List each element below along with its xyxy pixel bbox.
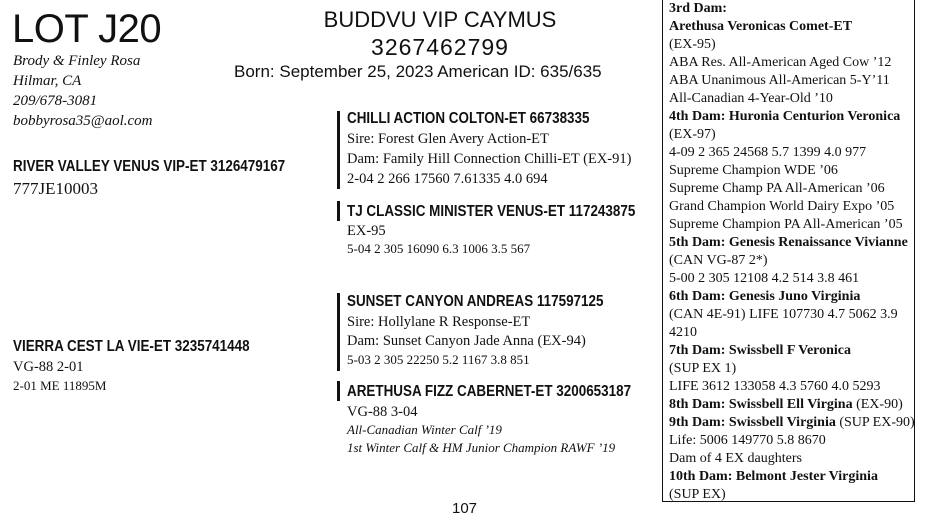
pedigree-bracket <box>337 293 340 371</box>
sire-dam-name: TJ CLASSIC MINISTER VENUS-ET 117243875 <box>347 203 636 220</box>
animal-name: BUDDVU VIP CAYMUS <box>323 7 557 32</box>
sire-sire-dam: Dam: Family Hill Connection Chilli-ET (EX-91) <box>347 151 632 167</box>
seventh-dam-record: LIFE 3612 133058 4.3 5760 4.0 5293 <box>669 379 881 394</box>
sire-sire-sire: Sire: Forest Glen Avery Action-ET <box>347 131 549 147</box>
ninth-dam-class: (SUP EX-90) <box>835 415 915 430</box>
seventh-dam-class: (SUP EX 1) <box>669 361 737 376</box>
eighth-dam-name: 8th Dam: Swissbell Ell Virgina <box>669 397 853 412</box>
dam-name: VIERRA CEST LA VIE-ET 3235741448 <box>13 338 250 355</box>
pedigree-bracket <box>337 381 340 401</box>
third-dam-name: Arethusa Veronicas Comet-ET <box>669 19 853 34</box>
dam-class: VG-88 2-01 <box>13 359 84 375</box>
breeder-city: Hilmar, CA <box>13 73 82 89</box>
page-number: 107 <box>452 500 478 517</box>
seventh-dam-name: 7th Dam: Swissbell F Veronica <box>669 343 852 358</box>
sire-name: RIVER VALLEY VENUS VIP-ET 3126479167 <box>13 158 286 175</box>
dam-record: 2-01 ME 11895M <box>13 378 107 393</box>
fourth-dam-name: 4th Dam: Huronia Centurion Veronica <box>669 109 901 124</box>
extended-dams-box <box>662 0 915 502</box>
sire-code: 777JE10003 <box>13 179 98 198</box>
third-dam-class: (EX-95) <box>669 37 716 52</box>
fifth-dam-class: (CAN VG-87 2*) <box>669 253 768 268</box>
fifth-dam-record: 5-00 2 305 12108 4.2 514 3.8 461 <box>669 271 860 286</box>
eighth-dam-class: (EX-90) <box>852 397 903 412</box>
sire-dam-record: 5-04 2 305 16090 6.3 1006 3.5 567 <box>347 241 531 256</box>
pedigree-bracket <box>337 111 340 189</box>
dam-sire-sire: Sire: Hollylane R Response-ET <box>347 314 531 330</box>
dam-dam-name: ARETHUSA FIZZ CABERNET-ET 3200653187 <box>347 383 632 400</box>
fourth-dam-honor: Supreme Champion PA All-American ’05 <box>669 217 903 232</box>
lot-number: LOT J20 <box>12 7 162 51</box>
fourth-dam-honor: Supreme Champ PA All-American ’06 <box>669 181 885 196</box>
tenth-dam-class: (SUP EX) <box>669 487 726 502</box>
sire-sire-record: 2-04 2 266 17560 7.61335 4.0 694 <box>347 171 548 187</box>
sire-sire-name: CHILLI ACTION COLTON-ET 66738335 <box>347 110 590 127</box>
ninth-dam-name: 9th Dam: Swissbell Virginia <box>669 415 836 430</box>
ninth-dam-line <box>669 414 914 432</box>
tenth-dam-name: 10th Dam: Belmont Jester Virginia <box>669 469 878 484</box>
born-line: Born: September 25, 2023 American ID: 635/635 <box>234 62 602 81</box>
third-dam-label: 3rd Dam: <box>669 1 727 16</box>
dam-sire-name: SUNSET CANYON ANDREAS 117597125 <box>347 293 604 310</box>
breeder-email: bobbyrosa35@aol.com <box>13 113 153 129</box>
fourth-dam-honor: Supreme Champion WDE ’06 <box>669 163 838 178</box>
pedigree-bracket <box>337 201 340 221</box>
breeder-phone: 209/678-3081 <box>13 93 98 109</box>
third-dam-honor: ABA Unanimous All-American 5-Y’11 <box>669 73 890 88</box>
dam-sire-record: 5-03 2 305 22250 5.2 1167 3.8 851 <box>347 352 530 367</box>
ninth-dam-life: Life: 5006 149770 5.8 8670 <box>669 433 826 448</box>
third-dam-honor: All-Canadian 4-Year-Old ’10 <box>669 91 833 106</box>
sixth-dam-name: 6th Dam: Genesis Juno Virginia <box>669 289 861 304</box>
dam-dam-honor: All-Canadian Winter Calf ’19 <box>347 422 502 437</box>
dam-dam-class: VG-88 3-04 <box>347 404 418 420</box>
fourth-dam-class: (EX-97) <box>669 127 716 142</box>
breeder-name: Brody & Finley Rosa <box>13 53 141 69</box>
fourth-dam-record: 4-09 2 365 24568 5.7 1399 4.0 977 <box>669 145 867 160</box>
fifth-dam-name: 5th Dam: Genesis Renaissance Vivianne <box>669 235 908 250</box>
fourth-dam-honor: Grand Champion World Dairy Expo ’05 <box>669 199 895 214</box>
ninth-dam-note: Dam of 4 EX daughters <box>669 451 802 466</box>
animal-registration: 3267462799 <box>371 34 509 60</box>
sixth-dam-record: 4210 <box>669 325 697 340</box>
sixth-dam-record: (CAN 4E-91) LIFE 107730 4.7 5062 3.9 <box>669 307 898 322</box>
third-dam-honor: ABA Res. All-American Aged Cow ’12 <box>669 55 892 70</box>
eighth-dam-line <box>669 396 914 414</box>
dam-sire-dam: Dam: Sunset Canyon Jade Anna (EX-94) <box>347 333 586 349</box>
dam-dam-honor: 1st Winter Calf & HM Junior Champion RAWF ’19 <box>347 440 616 455</box>
sire-dam-class: EX-95 <box>347 223 386 239</box>
